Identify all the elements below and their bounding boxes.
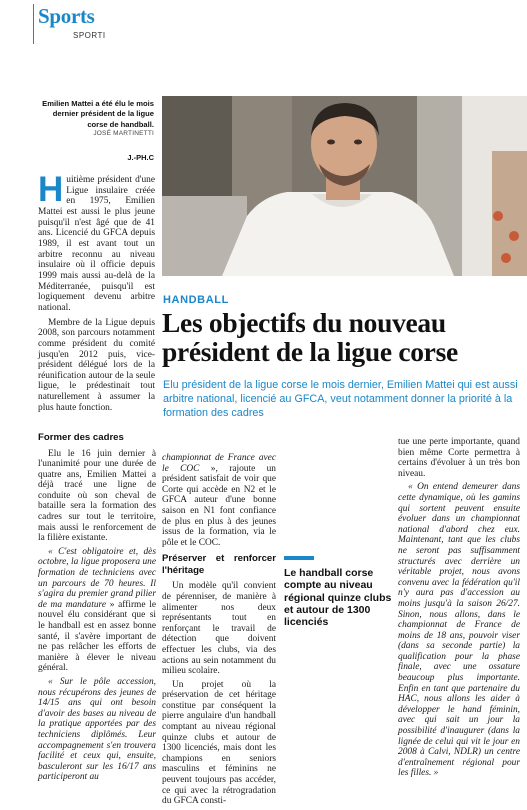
photo-caption: Emilien Mattei a été élu le mois dernier président de la ligue corse de handball. (42, 99, 154, 129)
body-text: », rajoute un président satisfait de voir que Corte qui accède en N2 et le GFCA auteur d'une bonne saison en N1 font confiance de plus en plus à des jeunes issus de la formation, via le pôle et le COC. (162, 463, 276, 548)
article-photo (162, 96, 527, 276)
body-paragraph (38, 677, 156, 783)
rubric-rule (33, 4, 34, 44)
photo-credit: JOSÉ MARTINETTI (93, 130, 154, 137)
body-paragraph: tue une perte importante, quand bien même Corte permettra à certains d'évoluer à un très bon niveau. (398, 437, 520, 479)
body-column-2 (162, 453, 276, 810)
article-byline: J.-PH.C (127, 153, 154, 162)
body-paragraph: Un modèle qu'il convient de pérenniser, de manière à alimenter nos deux représentants tout en renforçant le travail de détection que doivent effectuer les clubs, via des actions au sein notamment du milieu scolaire. (162, 581, 276, 677)
subhead-former-des-cadres: Former des cadres (38, 432, 124, 443)
section-sub-rubric: SPORTI (73, 31, 106, 40)
body-paragraph (162, 453, 276, 548)
body-paragraph: Elu le 16 juin dernier à l'unanimité pour une durée de quatre ans, Emilien Mattei a déjà tracé une ligne de conduite où son cheval de bataille sera la formation des cadres sur tout le territoire, mais aussi le renforcement de la filière existante. (38, 448, 156, 544)
body-column-3 (398, 437, 520, 782)
article-standfirst: Elu président de la ligue corse le mois dernier, Emilien Mattei qui est aussi arbitre national, licencié au GFCA, veut notamment donner la priorité à la formation des cadres (163, 379, 518, 419)
body-paragraph (398, 482, 520, 779)
subhead-preserver-heritage: Préserver et renforcer l'héritage (162, 553, 276, 576)
quote-text: championnat de France avec le COC (162, 453, 276, 474)
body-paragraph (38, 547, 156, 674)
article-tag: HANDBALL (163, 294, 229, 306)
intro-text: uitième président d'une Ligue insulaire créée en 1975, Emilien Mattei est aussi le plus jeune puisqu'il n'est âgé que de 41 ans. Licencié du GFCA depuis 1989, il est avant tout un arbitre reconnu au niveau insulaire où il officie depuis 1999 mais aussi au-delà de la Méditerranée, puisqu'il est logiquement devenu arbitre national. (38, 175, 155, 313)
intro-paragraph-2: Membre de la Ligue depuis 2008, son parcours notamment comme président du comité jusqu'en 2012 puis, vice-président délégué lors de la réunification autour de la seule ligue, le prédestinait tout naturellement à assumer la plus haute fonction. (38, 317, 155, 413)
portrait-illustration (162, 96, 527, 276)
drop-cap: H (38, 170, 64, 209)
body-column-1 (38, 428, 156, 786)
intro-column (38, 170, 155, 417)
body-text: » affirme le nouvel élu considérant que si le handball est en assez bonne santé, il s'avère important de ne pas relâcher les efforts de manière à élever le niveau général. (38, 599, 156, 674)
quote-text: « On entend demeurer dans cette dynamique, où les gamins qui sortent peuvent ensuite évoluer dans un championnat national d'abord chez eux. Maintenant, tant que les clubs ne seront pas suffisamment structurés avec derrière un véritable projet, nous avons convenu avec la fédération qu'il n'y aura pas d'accession au moins jusqu'à la saison 26/27. Sinon, nous allons, dans le championnat de France de moins de 18 ans, pouvoir viser (dans sa seconde partie) la qualification pour la phase finale, avec une ossature beaucoup plus importante. Enfin en tant que partenaire du HAC, nous allons les aider à développer le hand féminin, avec qui sait un jour la possibilité d'inaugurer (dans la lignée de celui qui vit le jour en 2008 à Calvi, NDLR) un centre d'entraînement régional pour les filles. » (398, 482, 520, 779)
pull-quote-bar (284, 556, 314, 560)
pull-quote: Le handball corse compte au niveau régional quinze clubs et autour de 1300 licenciés (284, 567, 392, 629)
body-paragraph: Un projet où la préservation de cet héritage constitue par conséquent la pierre angulaire d'un handball comptant au niveau régional quinze clubs et autour de 1300 licenciés, mais dont les champions en seniors masculins et féminins ne peuvent toujours pas accéder, ce qui avec la rétrogradation du GFCA consti- (162, 679, 276, 807)
quote-text: « Sur le pôle accession, nous récupérons des jeunes de 14/15 ans qui ont besoin d'avoir des bases au niveau de la pratique apportées par des techniciens diplômés. Leur accompagnement s'en trouvera facilité et ceux qui, ensuite, basculeront sur les 16/17 ans participeront au (38, 676, 156, 783)
article-headline: Les objectifs du nouveau président de la ligue corse (162, 307, 458, 367)
intro-paragraph (38, 170, 155, 314)
section-rubric: Sports (38, 4, 95, 28)
quote-text: « C'est obligatoire et, dès octobre, la ligue proposera une formation de techniciens avec un parcours de 70 heures. Il s'agira du premier grand pilier de ma mandature (38, 546, 156, 610)
